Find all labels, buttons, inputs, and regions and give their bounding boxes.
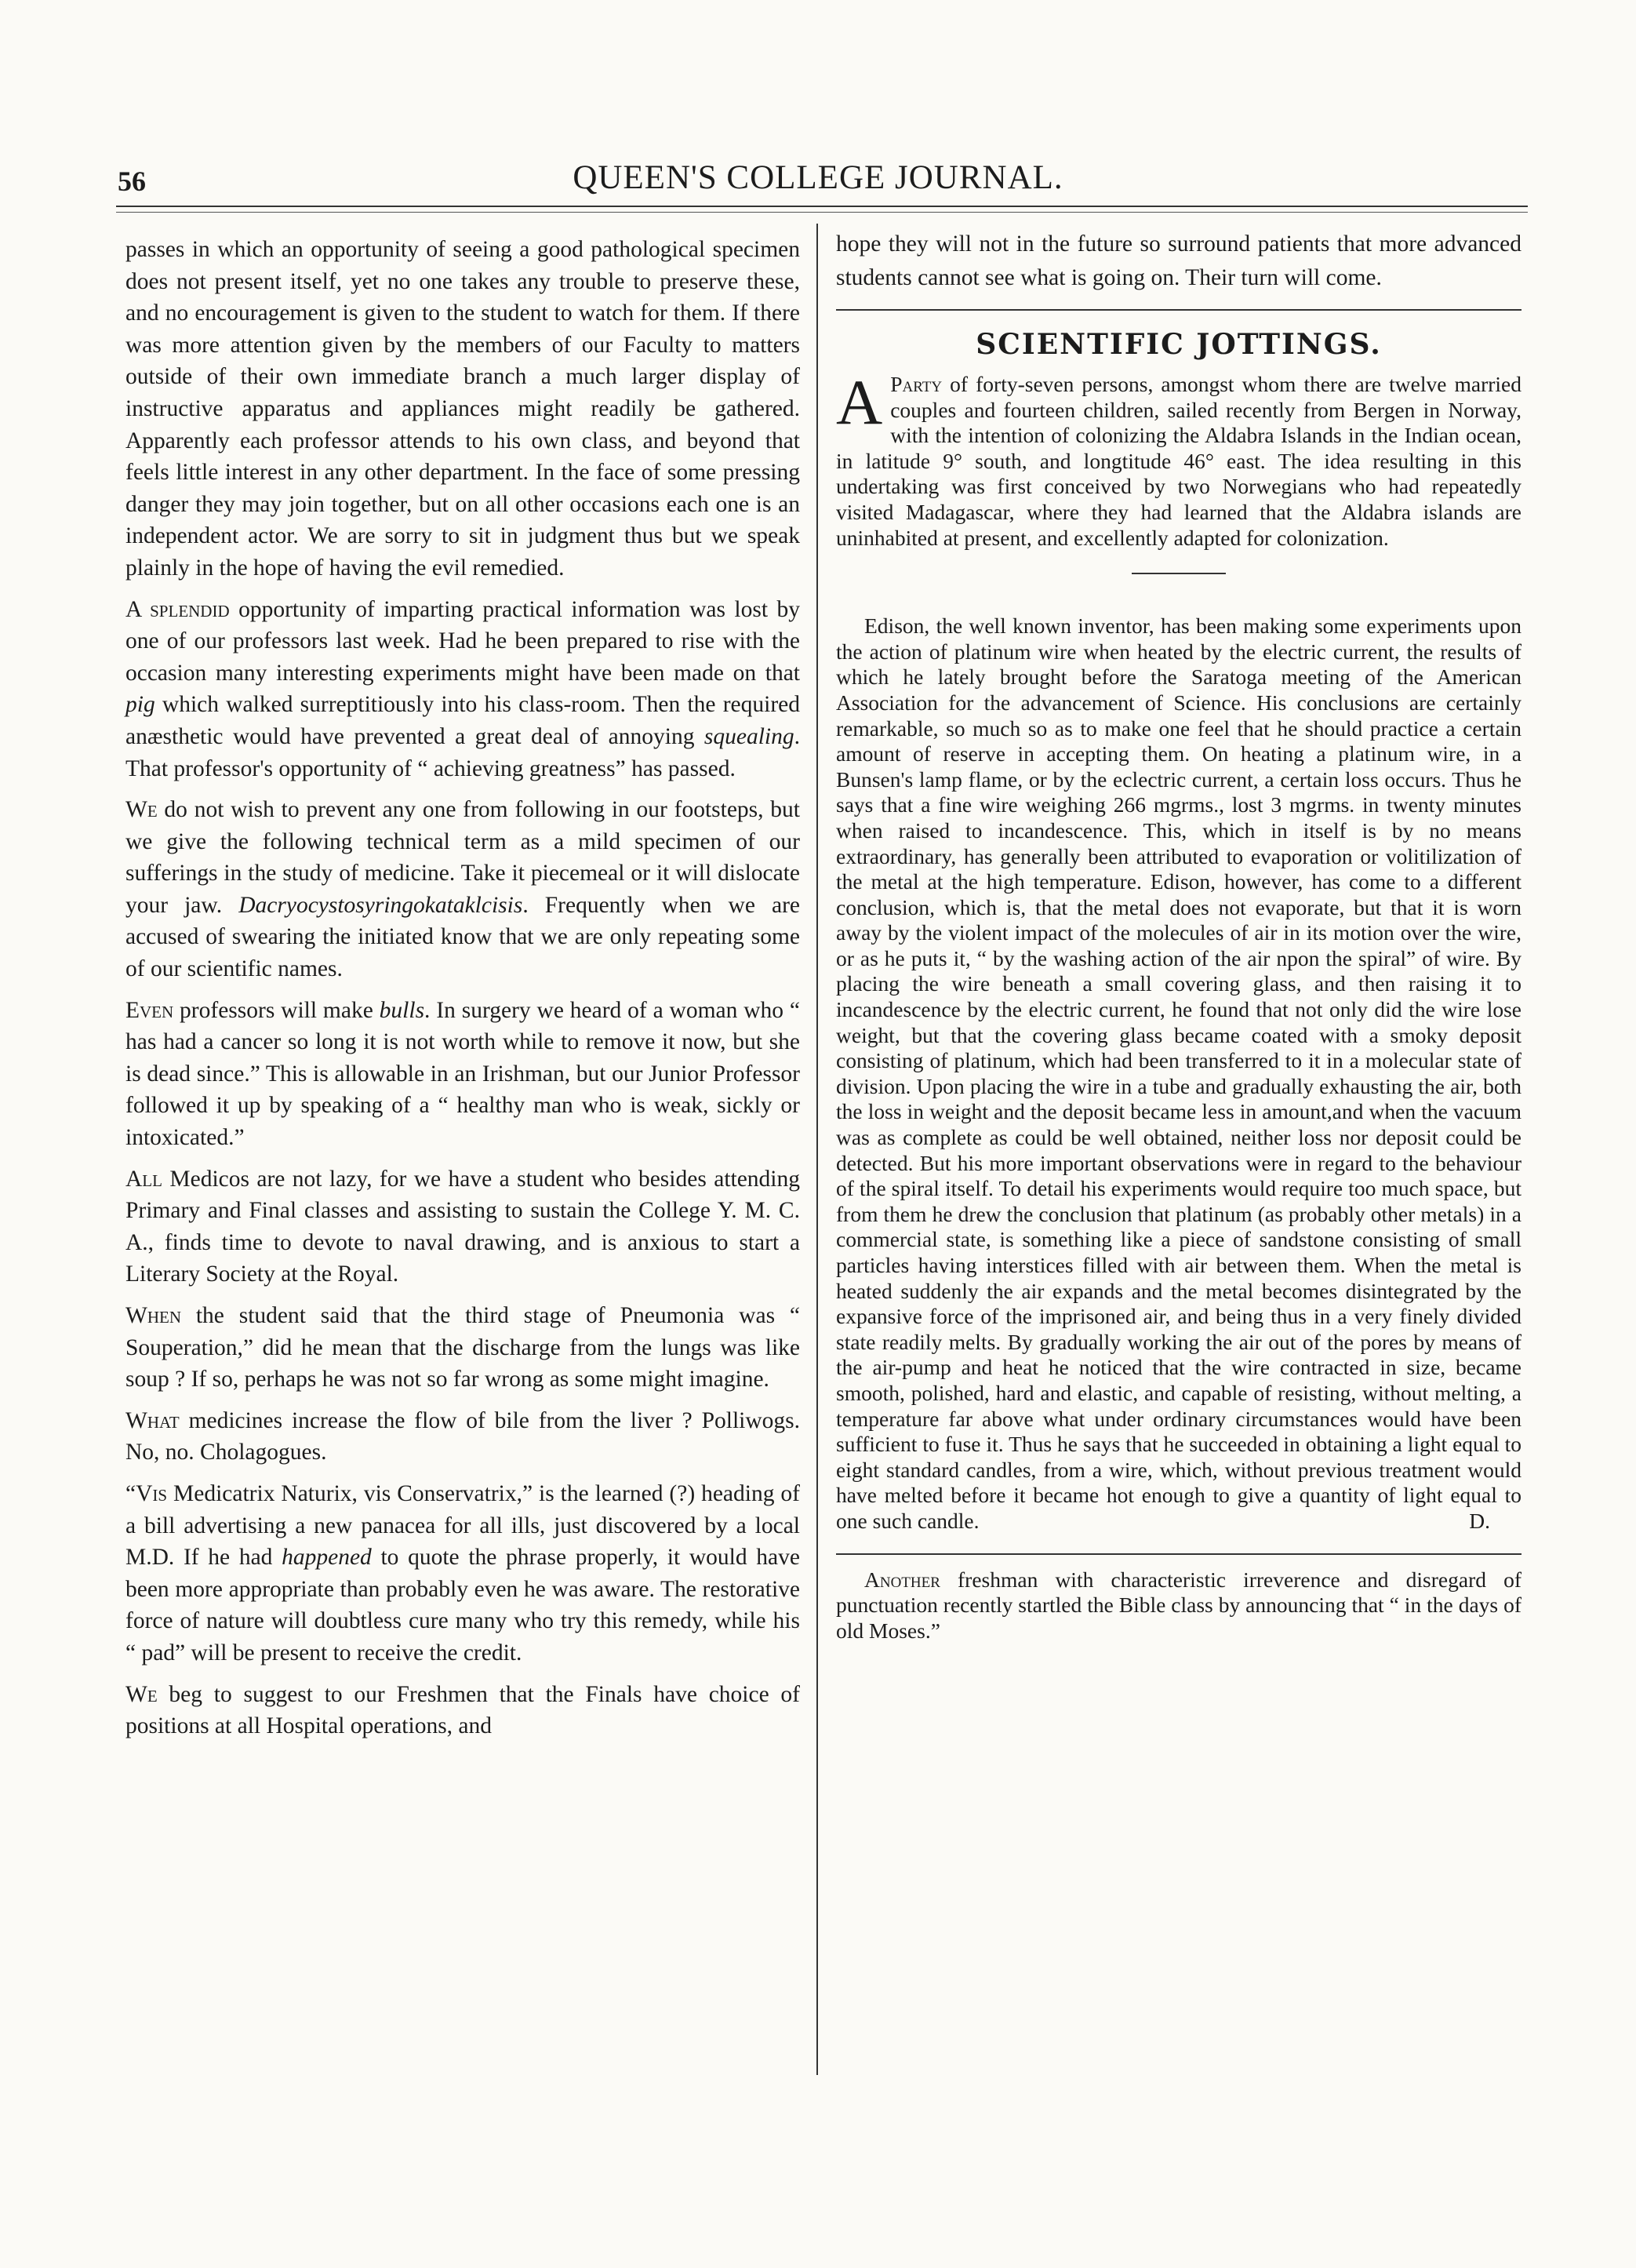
paragraph-text: to quote the phrase properly, it would have been more appropriate than probably even he was aware. The restorative force of nature will doubtless cure many who try this remedy, while his “ pad” will be present to receive the credit. [125,1545,800,1666]
paragraph-text: Medicatrix Naturix, vis Conservatrix,” is the learned (?) heading of a bill advertising a new panacea for all ills, just discovered by a local M.D. If he had [125,1480,800,1571]
section-rule-bottom [836,1553,1521,1555]
paragraph-text: the student said that the third stage of Pneumonia was “ Souperation,” did he mean that the discharge from the lungs was like soup ? If so, perhaps he was not so far wrong as some might imagine. [125,1303,800,1392]
section-title: SCIENTIFIC JOTTINGS. [976,328,1382,361]
paragraph-text: do not wish to prevent any one from following in our footsteps, but we give the following technical term as a mild specimen of our sufferings in the study of medicine. Take it piecemeal or it will dislocate your jaw. [125,797,800,918]
lead-word: We [125,797,158,823]
lead-word: A splendid [125,596,230,622]
page-number: 56 [118,166,146,197]
lead-word: We [125,1681,158,1707]
paragraph-text: . In surgery we heard of a woman who “ has had a cancer so long it is not worth while to remove it now, but she is dead since.” This is allowable in an Irishman, but our Junior Professor followed it up by speaking of a “ healthy man who is weak, sickly or intoxicated.” [125,997,800,1151]
lead-word: Another [864,1567,940,1592]
signature: D. [1469,1508,1490,1533]
italic-word: squealing [703,723,794,749]
left-column [125,234,800,1752]
paragraph-bile [125,1405,800,1469]
paragraph-vis-medicatrix [125,1478,800,1669]
paragraph-text: Medicos are not lazy, for we have a student who besides attending Primary and Final classes and assisting to sustain the College Y. M. C. A., finds time to devote to naval drawing, and is anxious to start a Literary Society at the Royal. [125,1166,800,1287]
journal-title: QUEEN'S COLLEGE JOURNAL. [573,159,1063,196]
jotting-freshman [836,1567,1521,1644]
jotting-edison [836,613,1521,1534]
lead-word: What [125,1407,180,1433]
jotting-aldabra [836,366,1521,551]
drop-cap: A [836,366,883,438]
paragraph-pneumonia [125,1300,800,1396]
paragraph-text: medicines increase the flow of bile from the liver ? Polliwogs. No, no. Cholagogues. [125,1407,800,1465]
paragraph-text: Edison, the well known inventor, has been making some experiments upon the action of platinum wire when heated by the electric current, the results of which he lately brought before the Saratoga meeting of the American Association for the advancement of Science. His conclusions are certainly remarkable, so much so as to make one feel that he should practice a certain amount of reserve in accepting them. On heating a platinum wire, in a Bunsen's lamp flame, or by the eclectric current, a certain loss occurs. Thus he says that a fine wire weighing 266 mgrms., lost 3 mgrms. in twenty minutes when raised to incandescence. This, which in itself is by no means extraordinary, has generally been attributed to evaporation or volitilization of the metal at the high temperature. Edison, however, has come to a different conclusion, which is, that the metal does not evaporate, but that it is worn away by the violent impact of the molecules of air in its motion over the wire, or as he puts it, “ by the washing action of the air npon the spiral” of wire. By placing the wire beneath a small covering glass, and then raising it to incandescence by the electric current, he found that not only did the wire lose weight, but that the covering glass became coated with a smoky deposit consisting of platinum, which had been transferred to it in a molecular state of division. Upon placing the wire in a tube and gradually exhausting the air, both the loss in weight and the deposit became less in amount,and when the vacuum was as complete as could be well obtained, neither loss nor deposit could be detected. But his more important observations were in regard to the behaviour of the spiral itself. To detail his experiments would require too much space, but from them he drew the conclusion that platinum (as probably other metals) in a commercial state, is something like a piece of sandstone consisting of small particles having interstices filled with air between them. When the metal is heated suddenly the air expands and the metal becomes disintegrated by the expansive force of the imprisoned air, and being thus in a very finely divided state readily melts. By gradually working the air out of the pores by means of the air-pump and heat he noticed that the wire contracted in size, became smooth, polished, hard and elastic, and capable of resisting, without melting, a temperature far above what under ordinary circumstances would have been sufficient to fuse it. Thus he says that he succeeded in obtaining a light equal to eight standard candles, from a wire, which, without previous treatment would have melted before it became hot enough to give a quantity of light equal to one such candle. [836,613,1521,1533]
paragraph-splendid-opportunity [125,594,800,785]
italic-word: bulls [379,997,425,1023]
italic-word: Dacryocystosyringokataklcisis [238,892,523,918]
header-rule-thin [116,212,1528,213]
paragraph-text: professors will make [173,997,380,1023]
paragraph-continuation: hope they will not in the future so surround patients that more advanced students cannot see what is going on. Their turn will come. [836,231,1521,290]
paragraph-medicos [125,1163,800,1291]
lead-word: Vis [136,1480,168,1506]
section-rule [836,309,1521,311]
paragraph-professors-bulls [125,995,800,1154]
paragraph-text: which walked surreptitiously into his class-room. Then the required anæsthetic would have prevented a great deal of annoying [125,692,800,749]
column-divider [816,224,818,2075]
short-divider [1132,573,1226,574]
paragraph-freshmen [125,1679,800,1742]
paragraph-text: freshman with characteristic irreverence and disregard of punctuation recently startled the Bible class by announcing that “ in the days of old Moses.” [836,1567,1521,1643]
paragraph-pathological-specimens [125,234,800,584]
lead-word: When [125,1303,182,1328]
paragraph-text: passes in which an opportunity of seeing a good pathological specimen does not present itself, yet no one takes any trouble to preserve these, and no encouragement is given to the student to watch for them. If there was more attention given by the members of our Faculty to matters outside of their own immediate branch a much larger display of instructive apparatus and appliances might readily be gathered. Apparently each professor attends to his own class, and beyond that feels little interest in any other department. In the face of some pressing danger they may join together, but on all other occasions each one is an independent actor. We are sorry to sit in judgment thus but we speak plainly in the hope of having the evil remedied. [125,237,800,581]
lead-word: Even [125,997,174,1023]
paragraph-technical-term [125,794,800,985]
header-rule [116,206,1528,207]
lead-word: Party [890,372,943,396]
italic-word: happened [282,1545,372,1571]
open-quote: “ [125,1480,136,1506]
paragraph-text: of forty-seven persons, amongst whom there are twelve married couples and fourteen children, sailed recently from Bergen in Norway, with the intention of colonizing the Aldabra Islands in the Indian ocean, in latitude 9° south, and longtitude 46° east. The idea resulting in this undertaking was first conceived by two Norwegians who had repeatedly visited Madagascar, where they had learned that the Aldabra islands are uninhabited at present, and excellently adapted for colonization. [836,372,1521,550]
paragraph-text: . Frequently when we are accused of swearing the initiated know that we are only repeating some of our scientific names. [125,892,800,982]
right-column [836,228,1521,1644]
lead-word: All [125,1166,162,1192]
paragraph-text: . That professor's opportunity of “ achieving greatness” has passed. [125,723,800,781]
paragraph-text: beg to suggest to our Freshmen that the Finals have choice of positions at all Hospital operations, and [125,1681,800,1739]
italic-word: pig [125,692,155,718]
paragraph-text: opportunity of imparting practical information was lost by one of our professors last week. Had he been prepared to rise with the occasion many interesting experiments might have been made on that [125,596,800,686]
